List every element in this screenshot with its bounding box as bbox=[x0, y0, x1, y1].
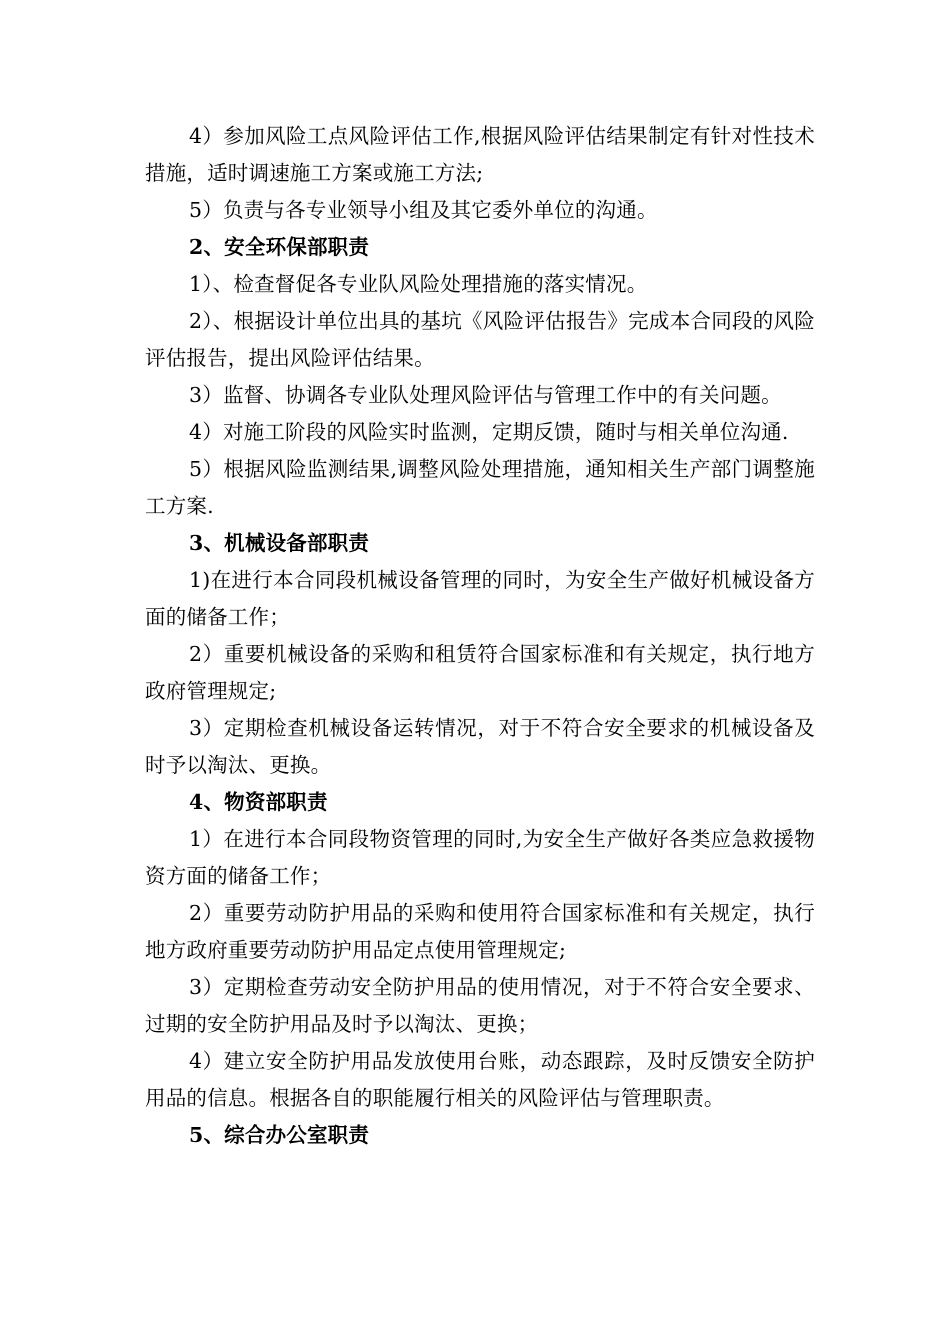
paragraph-machinery-3: 3）定期检查机械设备运转情况，对于不符合安全要求的机械设备及时予以淘汰、更换。 bbox=[145, 716, 815, 777]
paragraph-safety-2: 2）、根据设计单位出具的基坑《风险评估报告》完成本合同段的风险评估报告，提出风险评估结果。 bbox=[145, 309, 815, 370]
paragraph-materials-3: 3）定期检查劳动安全防护用品的使用情况，对于不符合安全要求、过期的安全防护用品及时予以淘汰、更换； bbox=[145, 975, 815, 1036]
paragraph-safety-5: 5）根据风险监测结果,调整风险处理措施，通知相关生产部门调整施工方案. bbox=[145, 457, 815, 518]
paragraph-materials-2: 2）重要劳动防护用品的采购和使用符合国家标准和有关规定，执行地方政府重要劳动防护用品定点使用管理规定; bbox=[145, 901, 815, 962]
paragraph-5-communication: 5）负责与各专业领导小组及其它委外单位的沟通。 bbox=[189, 198, 658, 222]
paragraph-safety-3: 3）监督、协调各专业队处理风险评估与管理工作中的有关问题。 bbox=[189, 383, 782, 407]
document-page bbox=[145, 118, 815, 1154]
paragraph-safety-4: 4）对施工阶段的风险实时监测，定期反馈，随时与相关单位沟通. bbox=[189, 420, 789, 444]
section-heading-general-office: 5、综合办公室职责 bbox=[189, 1123, 370, 1147]
section-heading-safety-env: 2、安全环保部职责 bbox=[189, 235, 370, 259]
section-heading-materials: 4、物资部职责 bbox=[189, 790, 328, 814]
paragraph-safety-1: 1）、检查督促各专业队风险处理措施的落实情况。 bbox=[189, 272, 648, 296]
paragraph-machinery-1: 1)在进行本合同段机械设备管理的同时，为安全生产做好机械设备方面的储备工作； bbox=[145, 568, 815, 629]
paragraph-materials-1: 1）在进行本合同段物资管理的同时,为安全生产做好各类应急救援物资方面的储备工作； bbox=[145, 827, 815, 888]
paragraph-4-risk-assessment: 4）参加风险工点风险评估工作,根据风险评估结果制定有针对性技术措施，适时调速施工方案或施工方法; bbox=[145, 124, 815, 185]
section-heading-machinery: 3、机械设备部职责 bbox=[189, 531, 370, 555]
paragraph-materials-4: 4）建立安全防护用品发放使用台账，动态跟踪，及时反馈安全防护用品的信息。根据各自的职能履行相关的风险评估与管理职责。 bbox=[145, 1049, 815, 1110]
paragraph-machinery-2: 2）重要机械设备的采购和租赁符合国家标准和有关规定，执行地方政府管理规定; bbox=[145, 642, 815, 703]
